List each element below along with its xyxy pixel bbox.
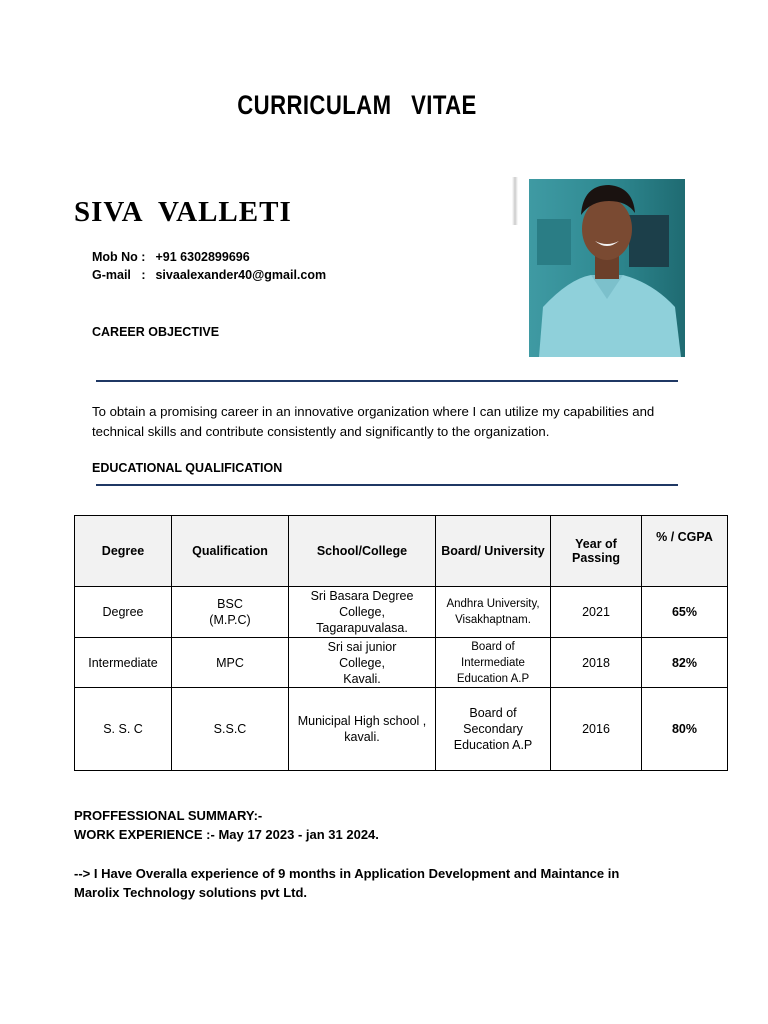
column-header: % / CGPA [642, 516, 728, 587]
photo-shadow [512, 177, 518, 225]
profile-photo [529, 179, 685, 357]
qualification-cell: BSC (M.P.C) [172, 587, 289, 638]
work-experience-line: WORK EXPERIENCE :- May 17 2023 - jan 31 2024. [74, 827, 379, 842]
year-cell: 2018 [551, 638, 642, 688]
email-value: sivaalexander40@gmail.com [155, 268, 327, 282]
table-row [75, 638, 728, 688]
experience-line-2: Marolix Technology solutions pvt Ltd. [74, 885, 308, 900]
qualification-cell: S.S.C [172, 688, 289, 771]
education-divider [96, 484, 678, 486]
mobile-label: Mob No : [92, 250, 146, 264]
score-cell: 82% [642, 638, 728, 688]
table-header-row [75, 516, 728, 587]
board-cell: Board of Intermediate Education A.P [436, 638, 551, 688]
year-cell: 2021 [551, 587, 642, 638]
table-row [75, 688, 728, 771]
year-cell: 2016 [551, 688, 642, 771]
board-cell: Andhra University, Visakhaptnam. [436, 587, 551, 638]
career-objective-heading: CAREER OBJECTIVE [92, 325, 220, 339]
qualification-cell: MPC [172, 638, 289, 688]
column-header: Qualification [172, 516, 289, 587]
score-cell: 80% [642, 688, 728, 771]
column-header: Degree [75, 516, 172, 587]
column-header: School/College [289, 516, 436, 587]
school-cell: Sri Basara Degree College, Tagarapuvalasa. [289, 587, 436, 638]
education-heading: EDUCATIONAL QUALIFICATION [92, 461, 283, 475]
school-cell: Sri sai junior College, Kavali. [289, 638, 436, 688]
experience-line-1: --> I Have Overalla experience of 9 months in Application Development and Maintance in [74, 866, 620, 881]
document-title: CURRICULAM VITAE [237, 90, 477, 120]
school-cell: Municipal High school , kavali. [289, 688, 436, 771]
candidate-name: SIVA VALLETI [74, 196, 292, 228]
score-cell: 65% [642, 587, 728, 638]
email-label: G-mail : [92, 268, 146, 282]
email-line [92, 268, 326, 282]
summary-heading: PROFFESSIONAL SUMMARY:- [74, 808, 263, 823]
degree-cell: S. S. C [75, 688, 172, 771]
education-table [74, 515, 728, 771]
career-objective-text: To obtain a promising career in an innovative organization where I can utilize my capabilities and technical skills and contribute consistently and significantly to the organization. [92, 404, 655, 439]
column-header: Year of Passing [551, 516, 642, 587]
board-cell: Board of Secondary Education A.P [436, 688, 551, 771]
degree-cell: Degree [75, 587, 172, 638]
column-header: Board/ University [436, 516, 551, 587]
degree-cell: Intermediate [75, 638, 172, 688]
mobile-value: +91 6302899696 [155, 250, 250, 264]
mobile-line [92, 250, 250, 264]
table-row [75, 587, 728, 638]
career-divider [96, 380, 678, 382]
